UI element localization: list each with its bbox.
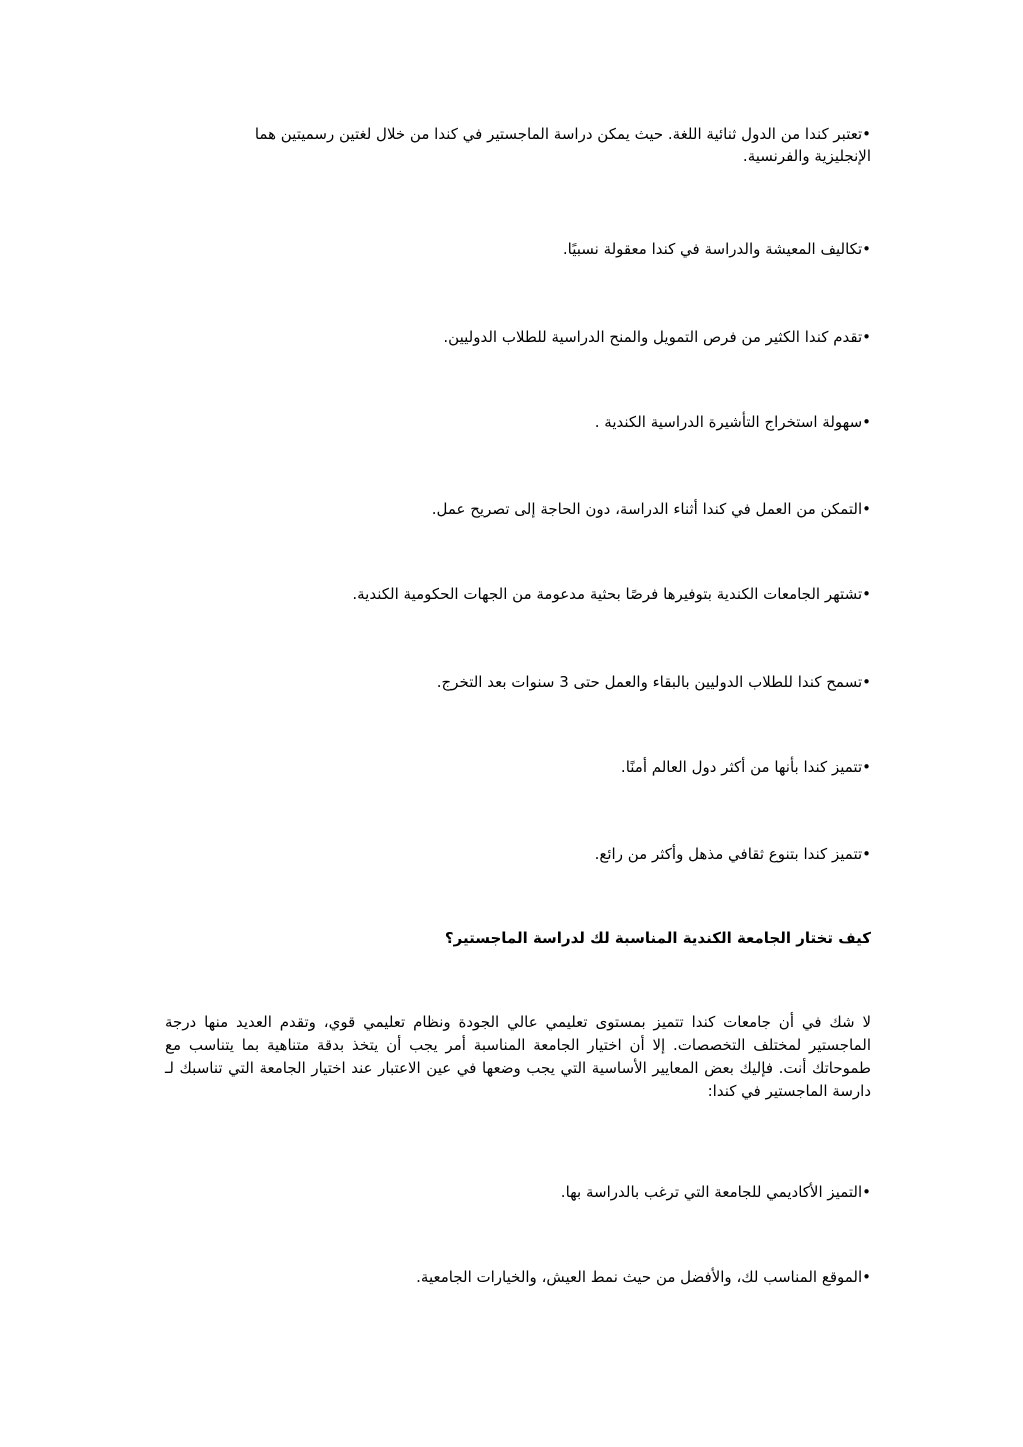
bullet-item-work: •التمكن من العمل في كندا أثناء الدراسة، دون الحاجة إلى تصريح عمل. bbox=[431, 500, 871, 518]
bullet-item-living-costs: •تكاليف المعيشة والدراسة في كندا معقولة نسبيًا. bbox=[562, 240, 871, 258]
bullet-item-stay: •تسمح كندا للطلاب الدوليين بالبقاء والعمل حتى 3 سنوات بعد التخرج. bbox=[436, 673, 871, 691]
bullet-item-bilingual: •تعتبر كندا من الدول ثنائية اللغة. حيث يمكن دراسة الماجستير في كندا من خلال لغتين رسميتين هما الإنجليزية والفرنسية. bbox=[254, 125, 871, 165]
bullet-item-safety: •تتميز كندا بأنها من أكثر دول العالم أمنًا. bbox=[620, 758, 871, 776]
bullet-item-location: •الموقع المناسب لك، والأفضل من حيث نمط العيش، والخيارات الجامعية. bbox=[416, 1268, 871, 1286]
section-heading: كيف تختار الجامعة الكندية المناسبة لك لدراسة الماجستير؟ bbox=[444, 929, 871, 947]
bullet-item-diversity: •تتميز كندا بتنوع ثقافي مذهل وأكثر من رائع. bbox=[594, 845, 871, 863]
bullet-item-academic-excellence: •التميز الأكاديمي للجامعة التي ترغب بالدراسة بها. bbox=[560, 1183, 871, 1201]
body-paragraph: لا شك في أن جامعات كندا تتميز بمستوى تعليمي عالي الجودة ونظام تعليمي قوي، وتقدم العديد منها درجة الماجستير لمختلف التخصصات. إلا أن اختيار الجامعة المناسبة أمر يجب أن يتخذ بدقة متناهية بما يتناسب مع طموحاتك أنت. فإليك بعض المعايير الأساسية التي يجب وضعها في عين الاعتبار عند اختيار الجامعة التي تناسبك لـ دارسة الماجستير في كندا: bbox=[165, 1013, 871, 1100]
bullet-item-funding: •تقدم كندا الكثير من فرص التمويل والمنح الدراسية للطلاب الدوليين. bbox=[443, 328, 871, 346]
bullet-item-visa: •سهولة استخراج التأشيرة الدراسية الكندية . bbox=[594, 413, 871, 431]
bullet-item-research: •تشتهر الجامعات الكندية بتوفيرها فرصًا بحثية مدعومة من الجهات الحكومية الكندية. bbox=[352, 585, 871, 603]
